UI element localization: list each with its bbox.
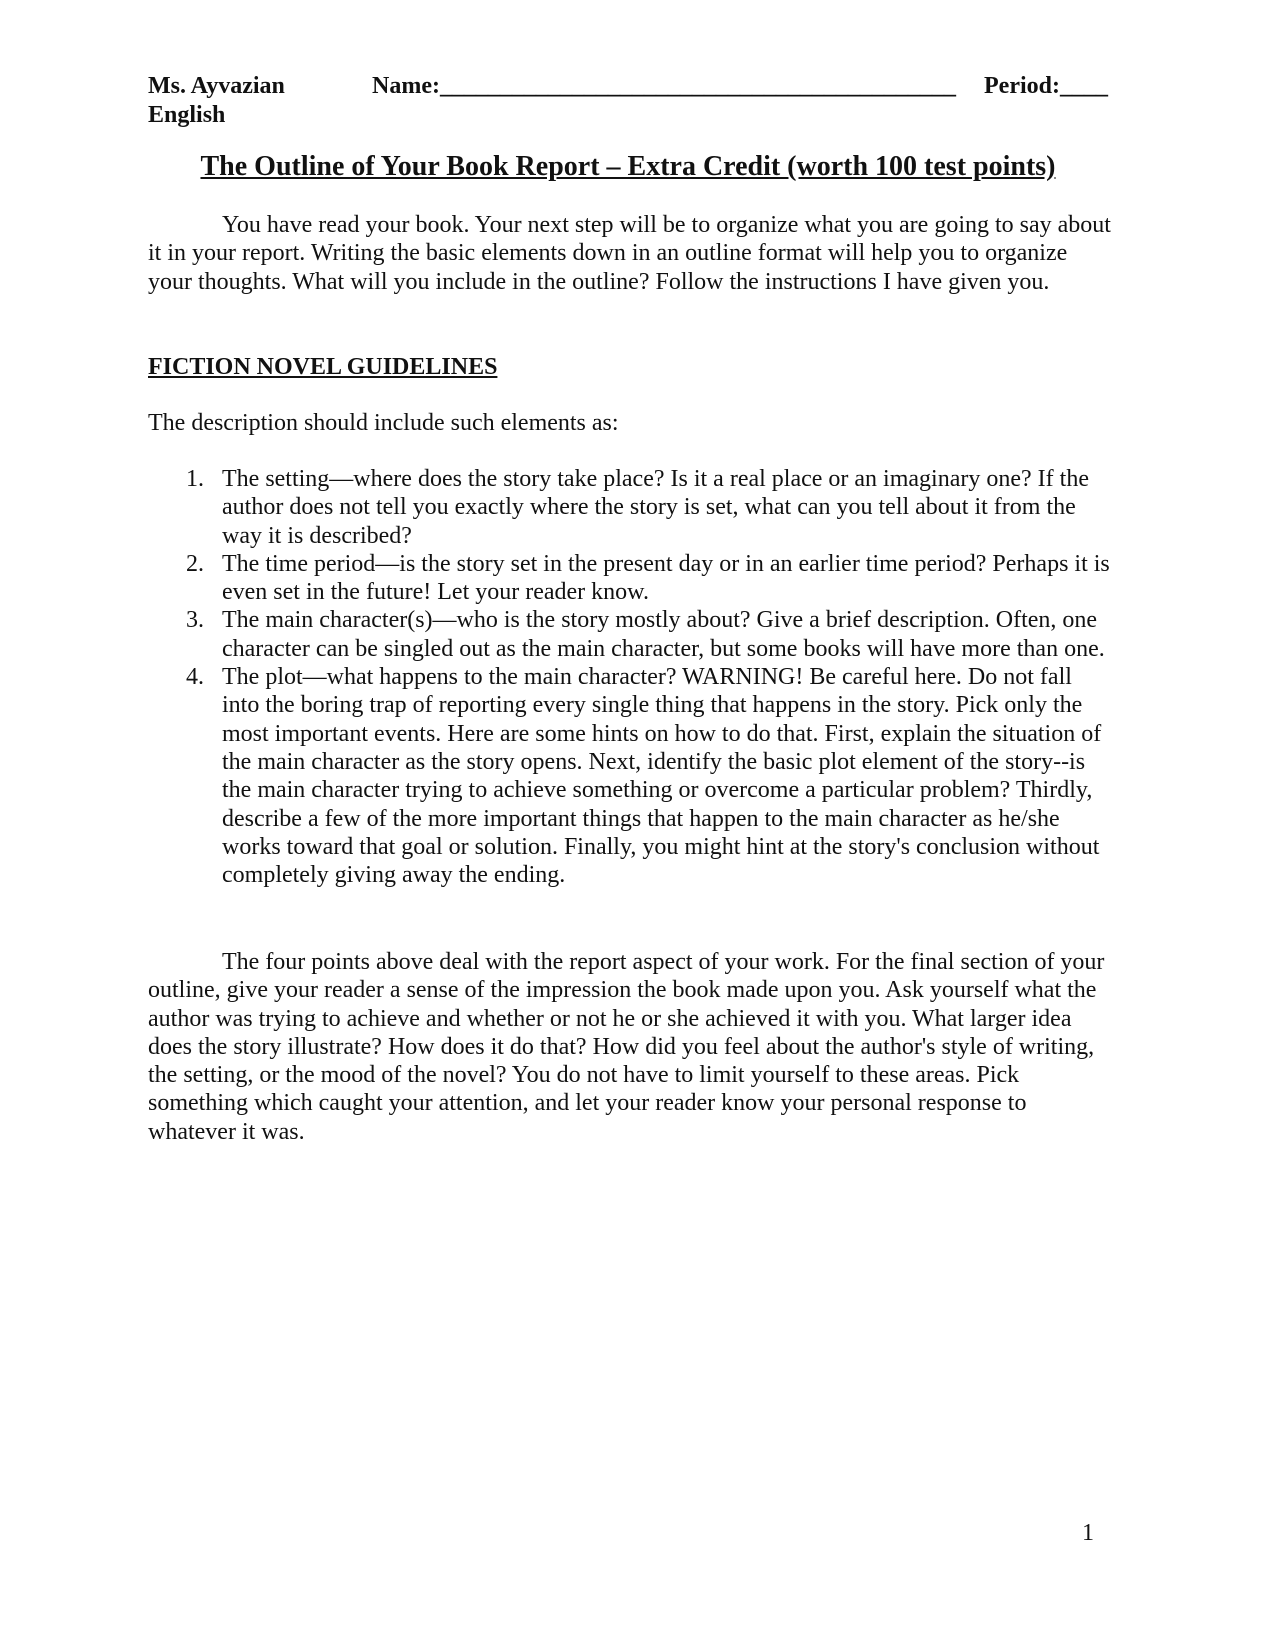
section-heading: FICTION NOVEL GUIDELINES — [148, 354, 498, 380]
period-field: Period:____ — [984, 73, 1108, 99]
closing-paragraph: The four points above deal with the report aspect of your work. For the final section of your outline, give your reader a sense of the impression the book made upon you. Ask yourself what the author was trying to achieve and whether or not he or she achieved it with you. What larger idea does the story illustrate? How does it do that? How did you feel about the author's style of writing, the setting, or the mood of the novel? You do not have to limit yourself to these areas. Pick something which caught your attention, and let your reader know your personal response to whatever it was. — [148, 949, 1105, 1145]
list-item-number: 1. — [186, 466, 204, 492]
subject-name: English — [148, 102, 226, 128]
student-name-field: Name:___________________________________________ — [372, 73, 956, 99]
list-item — [148, 663, 1113, 889]
list-item-number: 2. — [186, 550, 204, 577]
list-item-text: The time period—is the story set in the present day or in an earlier time period? Perhaps it is even set in the future! Let your reader know. — [222, 550, 1110, 606]
list-item — [148, 550, 1113, 607]
page-number: 1 — [1082, 1520, 1094, 1546]
list-item-number: 4. — [186, 664, 204, 691]
list-item-text: The setting—where does the story take place? Is it a real place or an imaginary one? If the author does not tell you exactly where the story is set, what can you tell about it from the way it is described? — [222, 466, 1089, 549]
page-title: The Outline of Your Book Report – Extra Credit (worth 100 test points) — [200, 151, 1056, 182]
guidelines-list — [148, 465, 1113, 889]
list-item-number: 3. — [186, 607, 204, 634]
list-item-text: The plot—what happens to the main character? WARNING! Be careful here. Do not fall into the boring trap of reporting every single thing that happens in the story. Pick only the most important events. Here are some hints on how to do that. First, explain the situation of the main character as the story opens. Next, identify the basic plot element of the story--is the main character trying to achieve something or overcome a particular problem? Thirdly, describe a few of the more important things that happen to the main character as he/she works toward that goal or solution. Finally, you might hint at the story's conclusion without completely giving away the ending. — [222, 664, 1102, 889]
page-header — [148, 72, 1108, 128]
lead-sentence: The description should include such elements as: — [148, 410, 619, 436]
list-item — [148, 465, 1113, 550]
intro-paragraph: You have read your book. Your next step will be to organize what you are going to say about it in your report. Writing the basic elements down in an outline format will help you to organize your thoughts. What will you include in the outline? Follow the instructions I have given you. — [148, 212, 1111, 295]
list-item-text: The main character(s)—who is the story mostly about? Give a brief description. Often, one character can be singled out as the main character, but some books will have more than one. — [222, 607, 1105, 662]
header-row — [148, 72, 1108, 101]
teacher-name: Ms. Ayvazian — [148, 73, 285, 99]
list-item — [148, 606, 1113, 663]
